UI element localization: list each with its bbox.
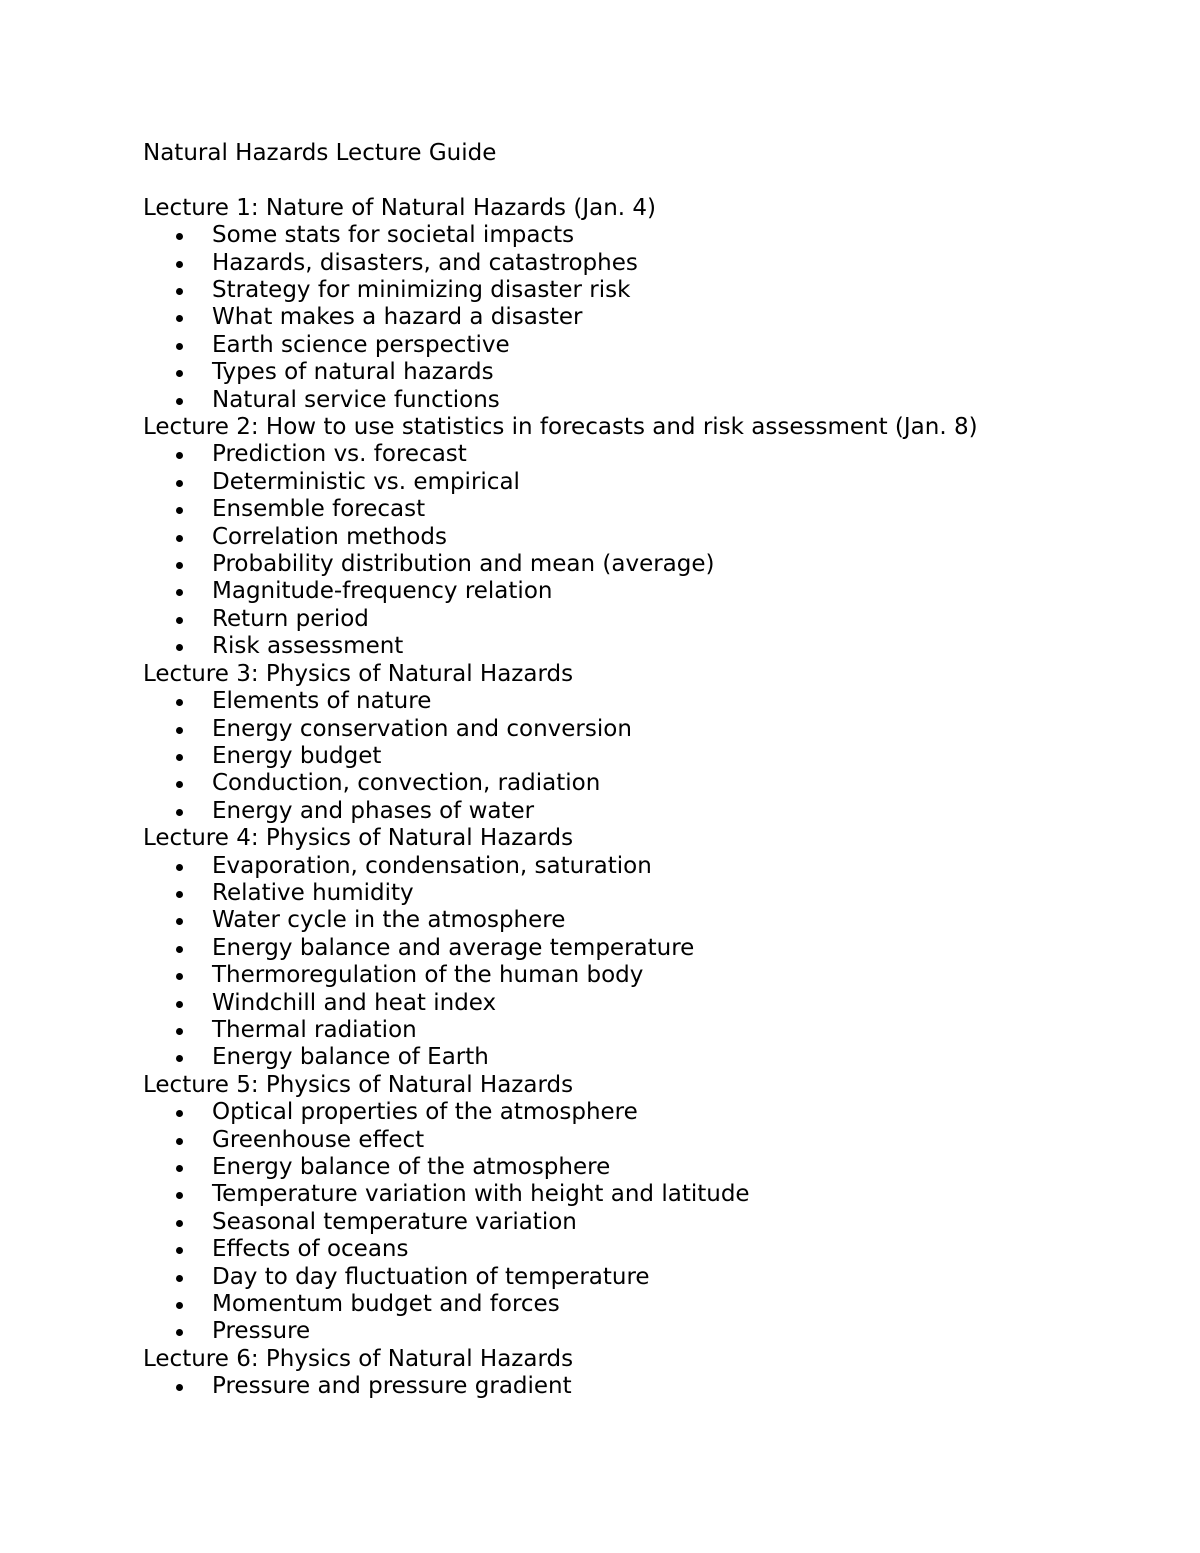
- topic-list: [143, 853, 1103, 1072]
- topic-text: Effects of oceans: [212, 1236, 409, 1263]
- bullet-icon: [176, 562, 183, 569]
- topic-text: Elements of nature: [212, 688, 432, 715]
- topic-text: Ensemble forecast: [212, 496, 426, 523]
- topic-list: [143, 222, 1103, 414]
- bullet-icon: [176, 315, 183, 322]
- topic-list-item: [143, 716, 1103, 743]
- topic-text: Temperature variation with height and latitude: [212, 1181, 750, 1208]
- bullet-icon: [176, 507, 183, 514]
- topic-text: Pressure: [212, 1318, 311, 1345]
- topic-list-item: [143, 853, 1103, 880]
- topic-list-item: [143, 304, 1103, 331]
- topic-list-item: [143, 1264, 1103, 1291]
- topic-text: Windchill and heat index: [212, 989, 497, 1016]
- topic-list-item: [143, 387, 1103, 414]
- topic-text: Seasonal temperature variation: [212, 1208, 577, 1235]
- bullet-icon: [176, 1110, 183, 1117]
- lecture-list: [143, 195, 1103, 1401]
- topic-text: Relative humidity: [212, 879, 414, 906]
- lecture-heading: Lecture 5: Physics of Natural Hazards: [143, 1071, 574, 1098]
- lecture-heading: Lecture 2: How to use statistics in forecasts and risk assessment (Jan. 8): [143, 414, 978, 441]
- bullet-icon: [176, 1001, 183, 1008]
- bullet-icon: [176, 809, 183, 816]
- lecture-section: [143, 195, 1103, 414]
- bullet-icon: [176, 727, 183, 734]
- topic-list-item: [143, 798, 1103, 825]
- topic-list: [143, 688, 1103, 825]
- bullet-icon: [176, 1329, 183, 1336]
- topic-text: Some stats for societal impacts: [212, 222, 575, 249]
- topic-text: Energy balance and average temperature: [212, 934, 695, 961]
- topic-text: Evaporation, condensation, saturation: [212, 852, 652, 879]
- topic-list-item: [143, 1017, 1103, 1044]
- topic-text: Natural service functions: [212, 386, 500, 413]
- lecture-section: [143, 414, 1103, 661]
- bullet-icon: [176, 589, 183, 596]
- lecture-heading: Lecture 6: Physics of Natural Hazards: [143, 1345, 574, 1372]
- lecture-heading: Lecture 1: Nature of Natural Hazards (Jan. 4): [143, 194, 656, 221]
- topic-text: What makes a hazard a disaster: [212, 304, 583, 331]
- bullet-icon: [176, 233, 183, 240]
- topic-list-item: [143, 1373, 1103, 1400]
- bullet-icon: [176, 261, 183, 268]
- topic-text: Day to day fluctuation of temperature: [212, 1263, 650, 1290]
- topic-list: [143, 441, 1103, 660]
- topic-list: [143, 1099, 1103, 1346]
- topic-list-item: [143, 770, 1103, 797]
- bullet-icon: [176, 644, 183, 651]
- bullet-icon: [176, 1247, 183, 1254]
- topic-text: Strategy for minimizing disaster risk: [212, 277, 631, 303]
- topic-list-item: [143, 1044, 1103, 1071]
- topic-list-item: [143, 743, 1103, 770]
- topic-text: Thermoregulation of the human body: [212, 962, 644, 989]
- topic-list: [143, 1373, 1103, 1400]
- topic-list-item: [143, 250, 1103, 277]
- topic-text: Prediction vs. forecast: [212, 441, 467, 468]
- topic-text: Correlation methods: [212, 523, 447, 550]
- topic-text: Conduction, convection, radiation: [212, 770, 601, 797]
- lecture-heading: Lecture 4: Physics of Natural Hazards: [143, 825, 574, 852]
- bullet-icon: [176, 918, 183, 925]
- topic-text: Earth science perspective: [212, 331, 510, 358]
- topic-list-item: [143, 1181, 1103, 1208]
- bullet-icon: [176, 452, 183, 459]
- topic-list-item: [143, 935, 1103, 962]
- topic-list-item: [143, 332, 1103, 359]
- topic-list-item: [143, 277, 1103, 304]
- bullet-icon: [176, 398, 183, 405]
- topic-list-item: [143, 633, 1103, 660]
- topic-text: Optical properties of the atmosphere: [212, 1099, 638, 1126]
- topic-text: Energy conservation and conversion: [212, 715, 632, 742]
- bullet-icon: [176, 781, 183, 788]
- topic-list-item: [143, 578, 1103, 605]
- topic-list-item: [143, 496, 1103, 523]
- topic-list-item: [143, 1154, 1103, 1181]
- topic-text: Energy and phases of water: [212, 797, 535, 824]
- bullet-icon: [176, 535, 183, 542]
- topic-text: Return period: [212, 605, 369, 632]
- bullet-icon: [176, 1275, 183, 1282]
- bullet-icon: [176, 480, 183, 487]
- topic-text: Risk assessment: [212, 633, 404, 660]
- document-page: [143, 140, 1103, 1401]
- bullet-icon: [176, 1138, 183, 1145]
- bullet-icon: [176, 288, 183, 295]
- bullet-icon: [176, 370, 183, 377]
- topic-list-item: [143, 469, 1103, 496]
- topic-list-item: [143, 524, 1103, 551]
- bullet-icon: [176, 343, 183, 350]
- topic-list-item: [143, 222, 1103, 249]
- lecture-section: [143, 661, 1103, 825]
- topic-list-item: [143, 441, 1103, 468]
- topic-list-item: [143, 1236, 1103, 1263]
- topic-list-item: [143, 880, 1103, 907]
- lecture-section: [143, 825, 1103, 1072]
- lecture-section: [143, 1346, 1103, 1401]
- document-title: Natural Hazards Lecture Guide: [143, 140, 497, 166]
- bullet-icon: [176, 1384, 183, 1391]
- bullet-icon: [176, 1055, 183, 1062]
- bullet-icon: [176, 1165, 183, 1172]
- bullet-icon: [176, 1192, 183, 1199]
- topic-text: Deterministic vs. empirical: [212, 468, 520, 495]
- topic-list-item: [143, 551, 1103, 578]
- bullet-icon: [176, 1028, 183, 1035]
- blank-line: [143, 167, 1103, 194]
- topic-text: Pressure and pressure gradient: [212, 1373, 572, 1400]
- bullet-icon: [176, 617, 183, 624]
- topic-list-item: [143, 688, 1103, 715]
- lecture-section: [143, 1072, 1103, 1346]
- topic-text: Probability distribution and mean (average): [212, 551, 715, 578]
- topic-text: Types of natural hazards: [212, 359, 494, 386]
- topic-text: Thermal radiation: [212, 1016, 417, 1043]
- topic-list-item: [143, 1127, 1103, 1154]
- topic-text: Momentum budget and forces: [212, 1291, 560, 1318]
- topic-list-item: [143, 1209, 1103, 1236]
- bullet-icon: [176, 1302, 183, 1309]
- topic-text: Energy budget: [212, 742, 382, 769]
- topic-list-item: [143, 962, 1103, 989]
- topic-text: Magnitude-frequency relation: [212, 578, 553, 605]
- topic-text: Hazards, disasters, and catastrophes: [212, 249, 638, 276]
- bullet-icon: [176, 699, 183, 706]
- topic-list-item: [143, 359, 1103, 386]
- topic-text: Greenhouse effect: [212, 1126, 425, 1153]
- lecture-heading: Lecture 3: Physics of Natural Hazards: [143, 660, 574, 687]
- topic-list-item: [143, 606, 1103, 633]
- topic-text: Energy balance of the atmosphere: [212, 1154, 611, 1180]
- topic-list-item: [143, 1099, 1103, 1126]
- topic-list-item: [143, 1291, 1103, 1318]
- topic-list-item: [143, 990, 1103, 1017]
- topic-list-item: [143, 907, 1103, 934]
- topic-text: Energy balance of Earth: [212, 1044, 489, 1071]
- topic-list-item: [143, 1318, 1103, 1345]
- bullet-icon: [176, 946, 183, 953]
- bullet-icon: [176, 754, 183, 761]
- topic-text: Water cycle in the atmosphere: [212, 907, 566, 934]
- bullet-icon: [176, 864, 183, 871]
- bullet-icon: [176, 1220, 183, 1227]
- bullet-icon: [176, 973, 183, 980]
- bullet-icon: [176, 891, 183, 898]
